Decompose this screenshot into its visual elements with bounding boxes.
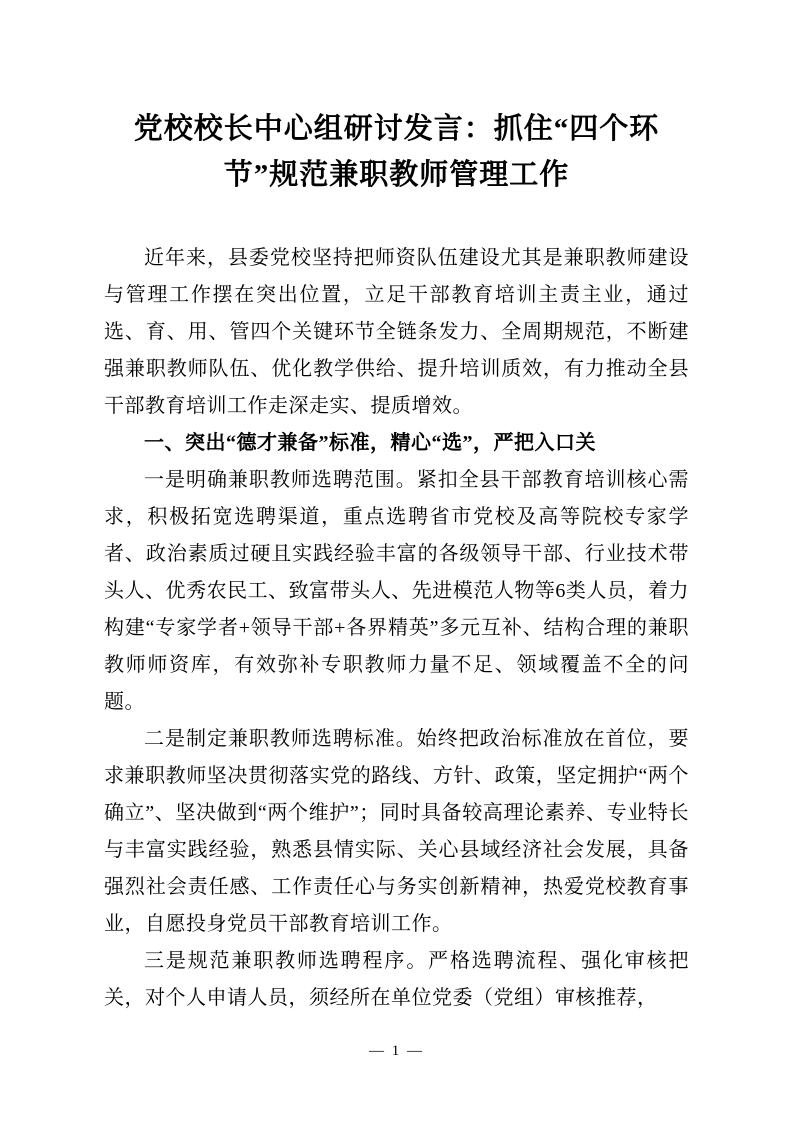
paragraph-3: 三是规范兼职教师选聘程序。严格选聘流程、强化审核把关，对个人申请人员，须经所在单位党委（党组）审核推荐， bbox=[104, 950, 689, 1009]
paragraph-1: 一是明确兼职教师选聘范围。紧扣全县干部教育培训核心需求，积极拓宽选聘渠道，重点选聘省市党校及高等院校专家学者、政治素质过硬且实践经验丰富的各级领导干部、行业技术带头人、优秀农民工、致富带头人、先进模范人物等6类人员，着力构建“专家学者+领导干部+各界精英”多元互补、结构合理的兼职教师师资库，有效弥补专职教师力量不足、领域覆盖不全的问题。 bbox=[104, 469, 689, 713]
page-number: — 1 — bbox=[369, 1043, 424, 1059]
section-heading: 一、突出“德才兼备”标准，精心“选”，严把入口关 bbox=[144, 432, 596, 454]
intro-paragraph: 近年来，县委党校坚持把师资队伍建设尤其是兼职教师建设与管理工作摆在突出位置，立足干部教育培训主责主业，通过选、育、用、管四个关键环节全链条发力、全周期规范，不断建强兼职教师队伍、优化教学供给、提升培训质效，有力推动全县干部教育培训工作走深走实、提质增效。 bbox=[104, 247, 689, 417]
document-title: 党校校长中心组研讨发言：抓住“四个环节”规范兼职教师管理工作 bbox=[133, 113, 660, 191]
paragraph-2: 二是制定兼职教师选聘标准。始终把政治标准放在首位，要求兼职教师坚决贯彻落实党的路线、方针、政策，坚定拥护“两个确立”、坚决做到“两个维护”；同时具备较高理论素养、专业特长与丰富实践经验，熟悉县情实际、关心县域经济社会发展，具备强烈社会责任感、工作责任心与务实创新精神，热爱党校教育事业，自愿投身党员干部教育培训工作。 bbox=[104, 728, 689, 935]
